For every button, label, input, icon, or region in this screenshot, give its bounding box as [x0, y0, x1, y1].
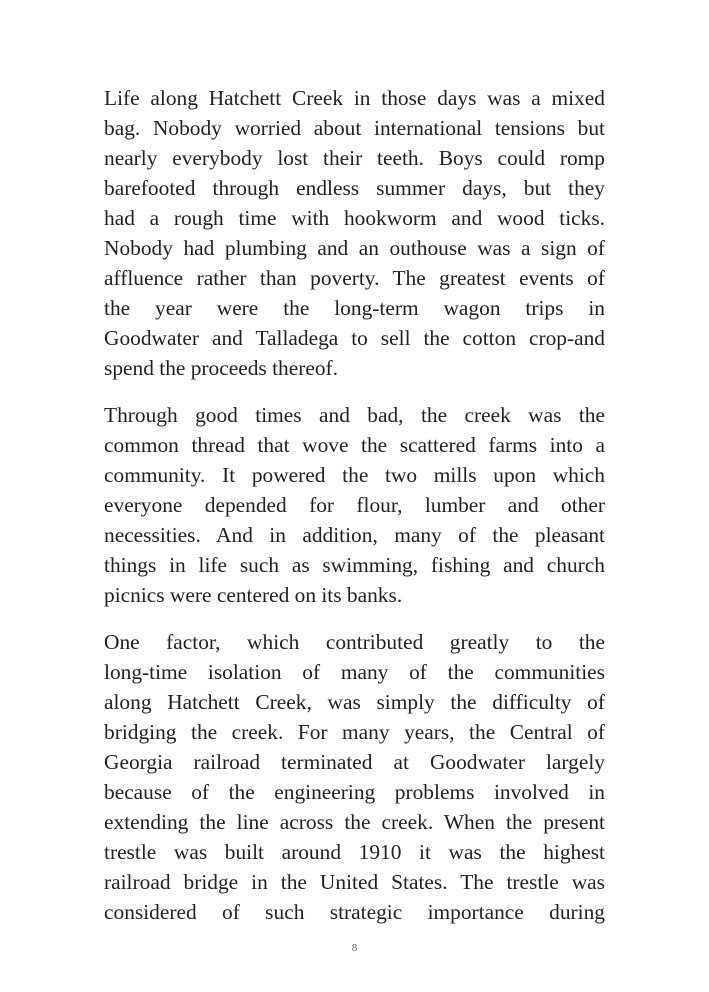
text-line: long-time isolation of many of the communities [104, 660, 605, 684]
paragraph-1 [104, 83, 605, 383]
text-line: bridging the creek. For many years, the Central of [104, 720, 605, 744]
text-line: affluence rather than poverty. The greatest events of [104, 266, 605, 290]
text-line: common thread that wove the scattered farms into a [104, 433, 605, 457]
text-line: the year were the long-term wagon trips in [104, 296, 605, 320]
text-line: railroad bridge in the United States. The trestle was [104, 870, 605, 894]
page-number: 8 [351, 942, 358, 954]
text-line: considered of such strategic importance during [104, 900, 605, 924]
text-line: extending the line across the creek. When the present [104, 810, 605, 834]
text-line: barefooted through endless summer days, but they [104, 176, 605, 200]
text-line: Life along Hatchett Creek in those days was a mixed [104, 86, 605, 110]
body-text [104, 83, 605, 944]
text-line: bag. Nobody worried about international tensions but [104, 116, 605, 140]
text-line: One factor, which contributed greatly to the [104, 630, 605, 654]
text-line: Goodwater and Talladega to sell the cotton crop-and [104, 326, 605, 350]
text-line: picnics were centered on its banks. [104, 583, 403, 607]
text-line: community. It powered the two mills upon which [104, 463, 605, 487]
text-line: Georgia railroad terminated at Goodwater largely [104, 750, 605, 774]
paragraph-2 [104, 400, 605, 610]
text-line: things in life such as swimming, fishing and church [104, 553, 605, 577]
text-line: Nobody had plumbing and an outhouse was a sign of [104, 236, 605, 260]
text-line: spend the proceeds thereof. [104, 356, 339, 380]
text-line: along Hatchett Creek, was simply the difficulty of [104, 690, 605, 714]
text-line: nearly everybody lost their teeth. Boys could romp [104, 146, 605, 170]
paragraph-3 [104, 627, 605, 927]
text-line: because of the engineering problems involved in [104, 780, 605, 804]
text-line: Through good times and bad, the creek was the [104, 403, 605, 427]
text-line: trestle was built around 1910 it was the highest [104, 840, 605, 864]
text-line: necessities. And in addition, many of the pleasant [104, 523, 605, 547]
text-line: everyone depended for flour, lumber and other [104, 493, 605, 517]
text-line: had a rough time with hookworm and wood ticks. [104, 206, 605, 230]
